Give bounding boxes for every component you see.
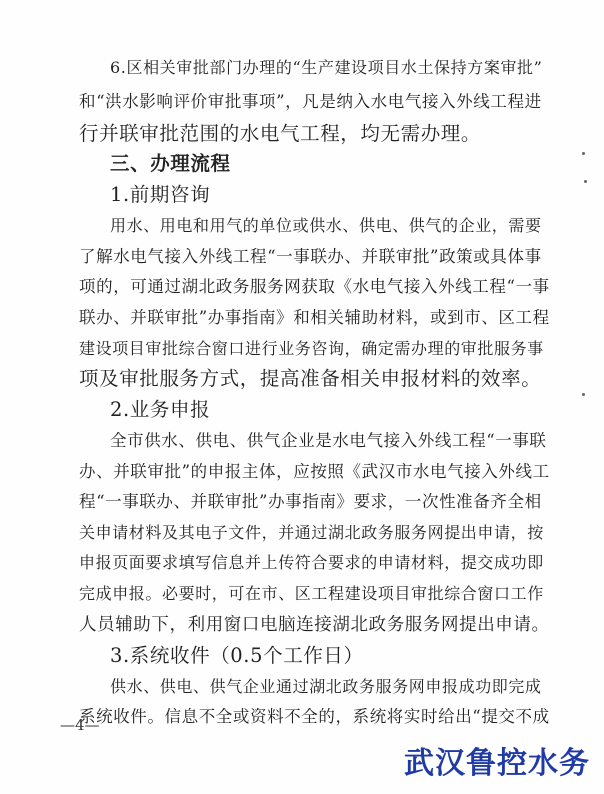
scan-speck: [582, 393, 585, 396]
paragraph-line: 行并联审批范围的水电气工程，均无需办理。: [79, 122, 482, 145]
paragraph-line: 完成申报。必要时，可在市、区工程建设项目审批综合窗口工作: [79, 584, 544, 603]
paragraph-line: 人员辅助下，利用窗口电脑连接湖北政务服务网提出申请。: [79, 615, 550, 635]
paragraph-line: 关申请材料及其电子文件，并通过湖北政务服务网提出申请，按: [79, 523, 544, 542]
subsection-heading: 3.系统收件（0.5个工作日）: [110, 644, 364, 667]
subsection-heading: 2.业务申报: [110, 398, 211, 421]
page-number: —4—: [60, 716, 100, 734]
paragraph-line: 系统收件。信息不全或资料不全的，系统将实时给出“提交不成: [79, 707, 550, 726]
paragraph-line: 了解水电气接入外线工程“一事联办、并联审批”政策或具体事: [79, 247, 542, 266]
paragraph-line: 6.区相关审批部门办理的“生产建设项目水土保持方案审批”: [110, 58, 543, 77]
paragraph-line: 项的，可通过湖北政务服务网获取《水电气接入外线工程“一事: [79, 277, 550, 296]
subsection-heading: 1.前期咨询: [110, 183, 211, 206]
paragraph-line: 项及审批服务方式，提高准备相关申报材料的效率。: [79, 367, 542, 390]
paragraph-line: 申报页面要求填写信息并上传符合要求的申请材料，提交成功即: [79, 553, 544, 572]
paragraph-line: 程“一事联办、并联审批”办事指南》要求，一次性准备齐全相: [79, 492, 542, 511]
section-heading: 三、办理流程: [110, 152, 231, 175]
watermark-logo-text: 武汉鲁控水务: [404, 746, 590, 781]
scan-speck: [582, 152, 585, 155]
paragraph-line: 办、并联审批”的申报主体，应按照《武汉市水电气接入外线工: [79, 462, 550, 481]
paragraph-line: 用水、用电和用气的单位或供水、供电、供气的企业，需要: [110, 216, 542, 235]
paragraph-line: 供水、供电、供气企业通过湖北政务服务网申报成功即完成: [110, 677, 542, 696]
paragraph-line: 全市供水、供电、供气企业是水电气接入外线工程“一事联: [110, 431, 547, 450]
paragraph-line: 和“洪水影响评价审批事项”，凡是纳入水电气接入外线工程进: [79, 92, 542, 111]
paragraph-line: 联办、并联审批”办事指南》和相关辅助材料，或到市、区工程: [79, 308, 550, 327]
scan-speck: [584, 180, 587, 183]
paragraph-line: 建设项目审批综合窗口进行业务咨询，确定需办理的审批服务事: [79, 339, 544, 358]
